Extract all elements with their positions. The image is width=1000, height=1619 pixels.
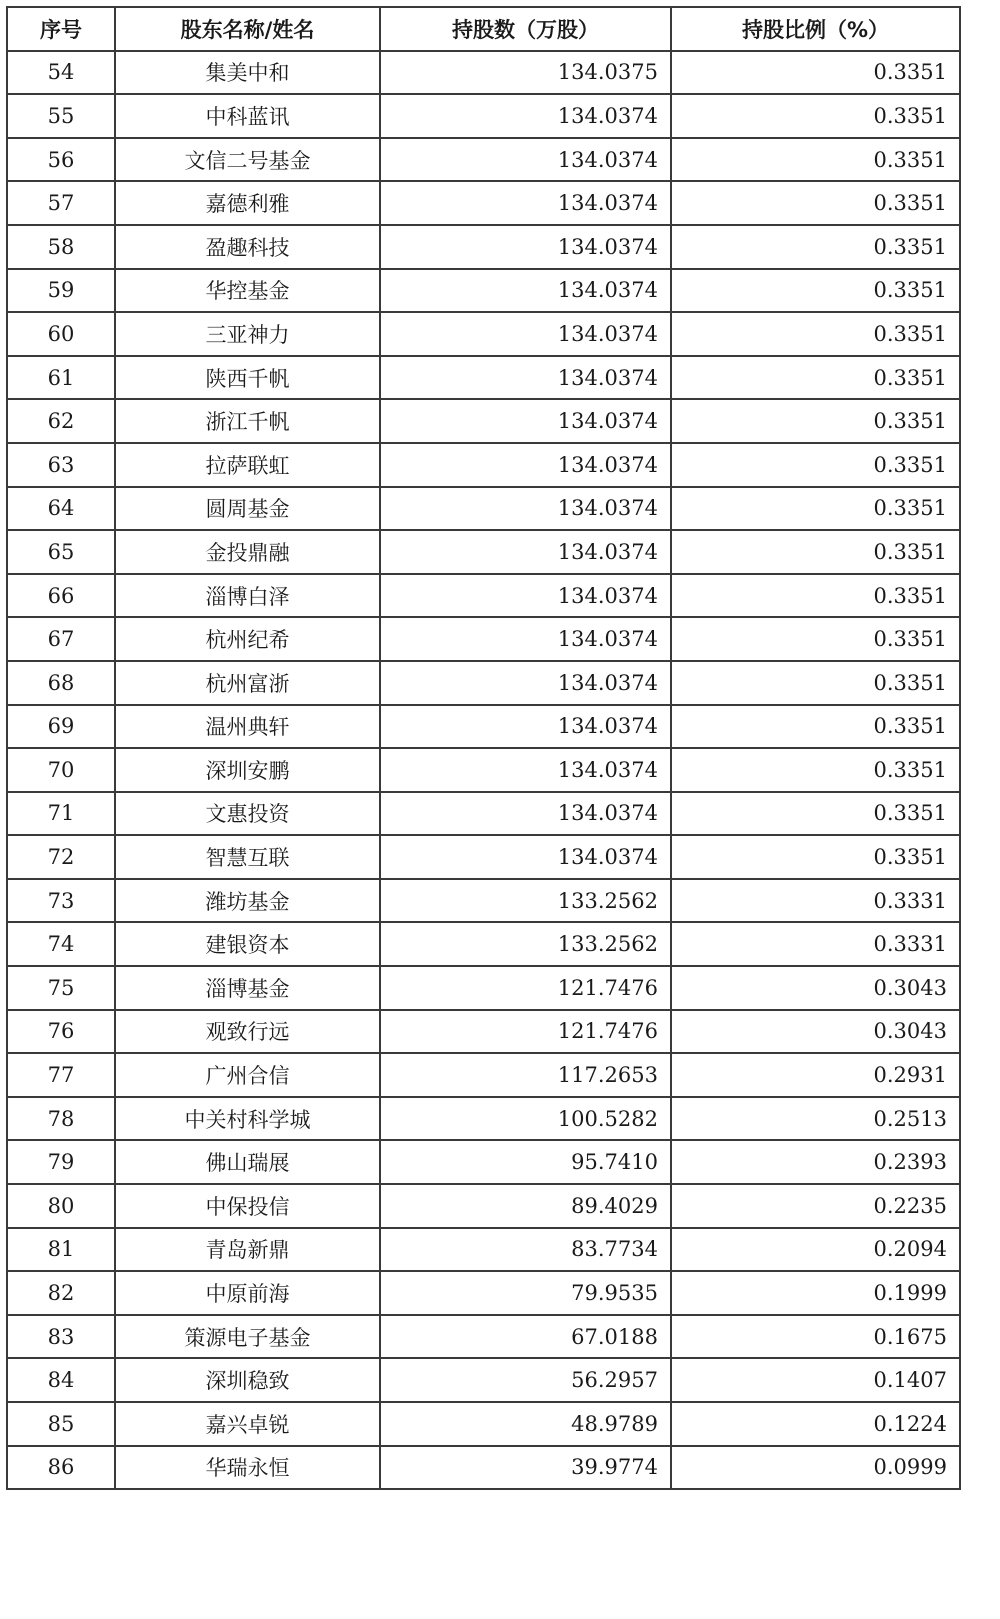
row-number-cell: 81 (7, 1228, 115, 1272)
shareholder-name-cell: 集美中和 (115, 51, 380, 95)
shares-held-cell: 134.0374 (380, 269, 671, 313)
shareholding-ratio-cell: 0.3351 (671, 530, 960, 574)
shares-held-cell: 134.0374 (380, 792, 671, 836)
shares-held-cell: 134.0374 (380, 748, 671, 792)
table-body (7, 51, 960, 1490)
table-row (7, 1053, 960, 1097)
shares-held-cell: 134.0374 (380, 443, 671, 487)
row-number-cell: 59 (7, 269, 115, 313)
shareholder-name-cell: 圆周基金 (115, 487, 380, 531)
shareholding-ratio-cell: 0.3351 (671, 138, 960, 182)
table-row (7, 879, 960, 923)
shareholding-ratio-cell: 0.3331 (671, 879, 960, 923)
shareholding-ratio-cell: 0.1407 (671, 1358, 960, 1402)
table-row (7, 94, 960, 138)
row-number-cell: 54 (7, 51, 115, 95)
header-row (7, 7, 960, 51)
shares-held-cell: 133.2562 (380, 879, 671, 923)
row-number-cell: 57 (7, 181, 115, 225)
shareholder-name-cell: 淄博基金 (115, 966, 380, 1010)
row-number-cell: 64 (7, 487, 115, 531)
row-number-cell: 79 (7, 1140, 115, 1184)
shareholding-ratio-cell: 0.3043 (671, 966, 960, 1010)
shareholder-name-cell: 拉萨联虹 (115, 443, 380, 487)
row-number-cell: 69 (7, 705, 115, 749)
table-row (7, 530, 960, 574)
shareholder-name-cell: 杭州纪希 (115, 617, 380, 661)
header-name: 股东名称/姓名 (115, 7, 380, 51)
table-row (7, 1010, 960, 1054)
shareholding-ratio-cell: 0.3043 (671, 1010, 960, 1054)
shareholding-ratio-cell: 0.3331 (671, 922, 960, 966)
row-number-cell: 68 (7, 661, 115, 705)
row-number-cell: 77 (7, 1053, 115, 1097)
row-number-cell: 78 (7, 1097, 115, 1141)
row-number-cell: 58 (7, 225, 115, 269)
shares-held-cell: 134.0374 (380, 661, 671, 705)
shares-held-cell: 134.0374 (380, 225, 671, 269)
table-row (7, 617, 960, 661)
shareholder-name-cell: 中关村科学城 (115, 1097, 380, 1141)
shareholding-ratio-cell: 0.1999 (671, 1271, 960, 1315)
shareholder-name-cell: 策源电子基金 (115, 1315, 380, 1359)
shareholder-name-cell: 三亚神力 (115, 312, 380, 356)
shareholder-name-cell: 盈趣科技 (115, 225, 380, 269)
row-number-cell: 66 (7, 574, 115, 618)
table-row (7, 399, 960, 443)
shareholder-name-cell: 温州典轩 (115, 705, 380, 749)
table-row (7, 835, 960, 879)
shares-held-cell: 134.0374 (380, 399, 671, 443)
table-row (7, 1446, 960, 1490)
shares-held-cell: 95.7410 (380, 1140, 671, 1184)
shareholder-name-cell: 杭州富浙 (115, 661, 380, 705)
table-row (7, 705, 960, 749)
shares-held-cell: 134.0374 (380, 617, 671, 661)
table-row (7, 748, 960, 792)
shareholder-name-cell: 佛山瑞展 (115, 1140, 380, 1184)
row-number-cell: 72 (7, 835, 115, 879)
shareholder-name-cell: 嘉德利雅 (115, 181, 380, 225)
shareholder-name-cell: 潍坊基金 (115, 879, 380, 923)
row-number-cell: 84 (7, 1358, 115, 1402)
shareholder-name-cell: 嘉兴卓锐 (115, 1402, 380, 1446)
shareholding-ratio-cell: 0.3351 (671, 661, 960, 705)
shareholding-ratio-cell: 0.3351 (671, 748, 960, 792)
shareholder-name-cell: 文信二号基金 (115, 138, 380, 182)
table-row (7, 487, 960, 531)
row-number-cell: 67 (7, 617, 115, 661)
table-row (7, 1402, 960, 1446)
shareholding-ratio-cell: 0.3351 (671, 225, 960, 269)
shareholder-name-cell: 中原前海 (115, 1271, 380, 1315)
shares-held-cell: 134.0374 (380, 356, 671, 400)
shares-held-cell: 134.0374 (380, 835, 671, 879)
shareholding-ratio-cell: 0.0999 (671, 1446, 960, 1490)
shares-held-cell: 121.7476 (380, 966, 671, 1010)
shares-held-cell: 134.0374 (380, 181, 671, 225)
table-row (7, 1228, 960, 1272)
table-row (7, 922, 960, 966)
table-row (7, 1140, 960, 1184)
shareholding-ratio-cell: 0.3351 (671, 94, 960, 138)
shareholding-ratio-cell: 0.3351 (671, 399, 960, 443)
shares-held-cell: 48.9789 (380, 1402, 671, 1446)
shareholding-ratio-cell: 0.2393 (671, 1140, 960, 1184)
shares-held-cell: 134.0374 (380, 312, 671, 356)
table-row (7, 138, 960, 182)
shareholding-ratio-cell: 0.1224 (671, 1402, 960, 1446)
shares-held-cell: 134.0374 (380, 530, 671, 574)
shareholder-name-cell: 广州合信 (115, 1053, 380, 1097)
shareholder-name-cell: 青岛新鼎 (115, 1228, 380, 1272)
shareholder-name-cell: 淄博白泽 (115, 574, 380, 618)
shareholding-ratio-cell: 0.3351 (671, 835, 960, 879)
shares-held-cell: 39.9774 (380, 1446, 671, 1490)
shareholder-table-container (6, 6, 961, 1490)
shareholding-ratio-cell: 0.2513 (671, 1097, 960, 1141)
table-row (7, 1271, 960, 1315)
row-number-cell: 62 (7, 399, 115, 443)
shareholder-name-cell: 浙江千帆 (115, 399, 380, 443)
table-row (7, 574, 960, 618)
shareholding-ratio-cell: 0.3351 (671, 487, 960, 531)
shareholding-ratio-cell: 0.2094 (671, 1228, 960, 1272)
row-number-cell: 76 (7, 1010, 115, 1054)
table-header (7, 7, 960, 51)
shareholding-ratio-cell: 0.2235 (671, 1184, 960, 1228)
row-number-cell: 70 (7, 748, 115, 792)
shareholder-name-cell: 深圳安鹏 (115, 748, 380, 792)
shareholder-name-cell: 金投鼎融 (115, 530, 380, 574)
row-number-cell: 56 (7, 138, 115, 182)
shareholder-name-cell: 华控基金 (115, 269, 380, 313)
header-no: 序号 (7, 7, 115, 51)
shareholder-name-cell: 华瑞永恒 (115, 1446, 380, 1490)
shareholding-ratio-cell: 0.3351 (671, 356, 960, 400)
shareholding-ratio-cell: 0.1675 (671, 1315, 960, 1359)
shareholding-ratio-cell: 0.2931 (671, 1053, 960, 1097)
shares-held-cell: 67.0188 (380, 1315, 671, 1359)
shares-held-cell: 134.0374 (380, 138, 671, 182)
shares-held-cell: 117.2653 (380, 1053, 671, 1097)
row-number-cell: 63 (7, 443, 115, 487)
shares-held-cell: 134.0374 (380, 94, 671, 138)
row-number-cell: 65 (7, 530, 115, 574)
table-row (7, 51, 960, 95)
row-number-cell: 74 (7, 922, 115, 966)
shareholding-ratio-cell: 0.3351 (671, 181, 960, 225)
shareholder-name-cell: 中科蓝讯 (115, 94, 380, 138)
shares-held-cell: 134.0374 (380, 574, 671, 618)
table-row (7, 1097, 960, 1141)
table-row (7, 1315, 960, 1359)
row-number-cell: 61 (7, 356, 115, 400)
shareholder-name-cell: 建银资本 (115, 922, 380, 966)
row-number-cell: 71 (7, 792, 115, 836)
table-row (7, 225, 960, 269)
table-row (7, 312, 960, 356)
header-shares: 持股数（万股） (380, 7, 671, 51)
shareholding-ratio-cell: 0.3351 (671, 792, 960, 836)
row-number-cell: 75 (7, 966, 115, 1010)
shares-held-cell: 56.2957 (380, 1358, 671, 1402)
shares-held-cell: 100.5282 (380, 1097, 671, 1141)
table-row (7, 966, 960, 1010)
table-row (7, 443, 960, 487)
shareholder-name-cell: 观致行远 (115, 1010, 380, 1054)
row-number-cell: 60 (7, 312, 115, 356)
shares-held-cell: 134.0375 (380, 51, 671, 95)
shareholder-name-cell: 陕西千帆 (115, 356, 380, 400)
table-row (7, 661, 960, 705)
shares-held-cell: 79.9535 (380, 1271, 671, 1315)
shareholder-name-cell: 深圳稳致 (115, 1358, 380, 1402)
row-number-cell: 80 (7, 1184, 115, 1228)
table-row (7, 356, 960, 400)
shareholder-table (6, 6, 961, 1490)
shares-held-cell: 134.0374 (380, 487, 671, 531)
shareholding-ratio-cell: 0.3351 (671, 617, 960, 661)
shareholder-name-cell: 文惠投资 (115, 792, 380, 836)
shareholding-ratio-cell: 0.3351 (671, 443, 960, 487)
table-row (7, 269, 960, 313)
shareholder-name-cell: 智慧互联 (115, 835, 380, 879)
shares-held-cell: 133.2562 (380, 922, 671, 966)
shareholder-name-cell: 中保投信 (115, 1184, 380, 1228)
shareholding-ratio-cell: 0.3351 (671, 51, 960, 95)
row-number-cell: 82 (7, 1271, 115, 1315)
header-ratio: 持股比例（%） (671, 7, 960, 51)
shareholding-ratio-cell: 0.3351 (671, 574, 960, 618)
table-row (7, 181, 960, 225)
shareholding-ratio-cell: 0.3351 (671, 705, 960, 749)
table-row (7, 1184, 960, 1228)
row-number-cell: 83 (7, 1315, 115, 1359)
shares-held-cell: 89.4029 (380, 1184, 671, 1228)
table-row (7, 792, 960, 836)
row-number-cell: 85 (7, 1402, 115, 1446)
shareholding-ratio-cell: 0.3351 (671, 269, 960, 313)
shares-held-cell: 121.7476 (380, 1010, 671, 1054)
row-number-cell: 55 (7, 94, 115, 138)
shareholding-ratio-cell: 0.3351 (671, 312, 960, 356)
shares-held-cell: 83.7734 (380, 1228, 671, 1272)
row-number-cell: 86 (7, 1446, 115, 1490)
table-row (7, 1358, 960, 1402)
shares-held-cell: 134.0374 (380, 705, 671, 749)
row-number-cell: 73 (7, 879, 115, 923)
